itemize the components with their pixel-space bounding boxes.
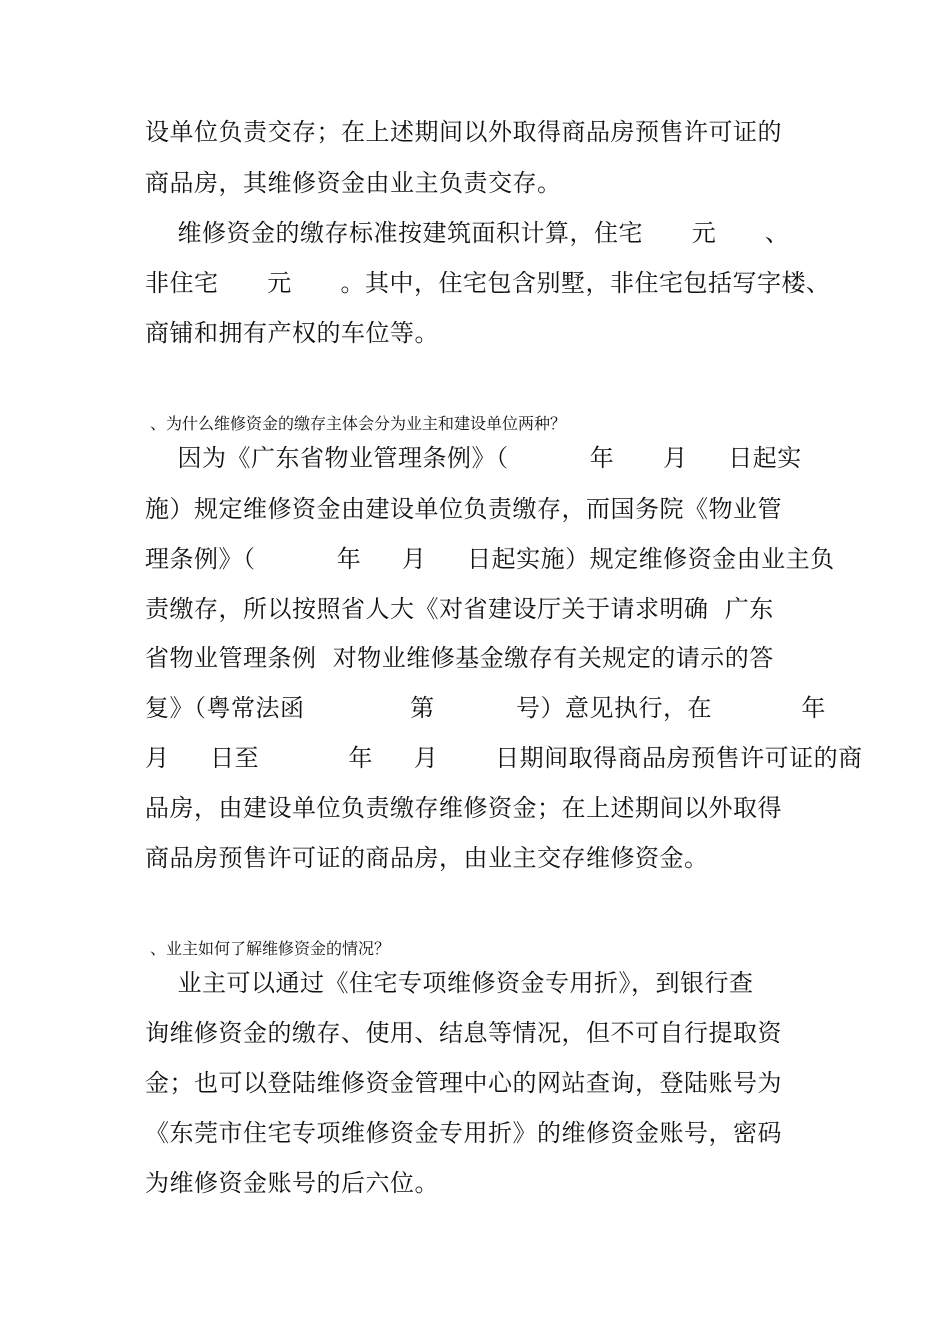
paragraph-line: 维修资金的缴存标准按建筑面积计算，住宅 元 、: [145, 219, 790, 247]
paragraph-line: 商品房，其维修资金由业主负责交存。: [145, 169, 562, 197]
paragraph-line: 省物业管理条例 对物业维修基金缴存有关规定的请示的答: [145, 644, 774, 672]
paragraph-line: 业主可以通过《住宅专项维修资金专用折》，到银行查: [145, 969, 754, 997]
paragraph-line: 金；也可以登陆维修资金管理中心的网站查询，登陆账号为: [145, 1069, 782, 1097]
paragraph-line: 施）规定维修资金由建设单位负责缴存，而国务院《物业管: [145, 495, 782, 523]
paragraph-line: 商品房预售许可证的商品房，由业主交存维修资金。: [145, 844, 709, 872]
paragraph-line: 复》（粤常法函 第 号）意见执行，在 年: [145, 694, 826, 722]
paragraph-line: 非住宅 元 。其中，住宅包含别墅，非住宅包括写字楼、: [145, 269, 831, 297]
paragraph-line: 品房，由建设单位负责缴存维修资金；在上述期间以外取得: [145, 794, 782, 822]
paragraph-line: 责缴存，所以按照省人大《对省建设厅关于请求明确 广东: [145, 595, 774, 623]
paragraph-line: 询维修资金的缴存、使用、结息等情况，但不可自行提取资: [145, 1019, 782, 1047]
section-heading: 、业主如何了解维修资金的情况？: [150, 939, 391, 958]
paragraph-line: 《东莞市住宅专项维修资金专用折》的维修资金账号，密码: [145, 1119, 782, 1147]
paragraph-line: 理条例》（ 年 月 日起实施）规定维修资金由业主负: [145, 545, 835, 573]
paragraph-line: 月 日至 年 月 日期间取得商品房预售许可证的商: [145, 744, 863, 772]
paragraph-line: 因为《广东省物业管理条例》（ 年 月 日起实: [145, 444, 802, 472]
paragraph-line: 为维修资金账号的后六位。: [145, 1169, 439, 1197]
section-heading: 、为什么维修资金的缴存主体会分为业主和建设单位两种？: [150, 414, 567, 433]
paragraph-line: 商铺和拥有产权的车位等。: [145, 319, 439, 347]
paragraph-line: 设单位负责交存；在上述期间以外取得商品房预售许可证的: [145, 118, 782, 146]
